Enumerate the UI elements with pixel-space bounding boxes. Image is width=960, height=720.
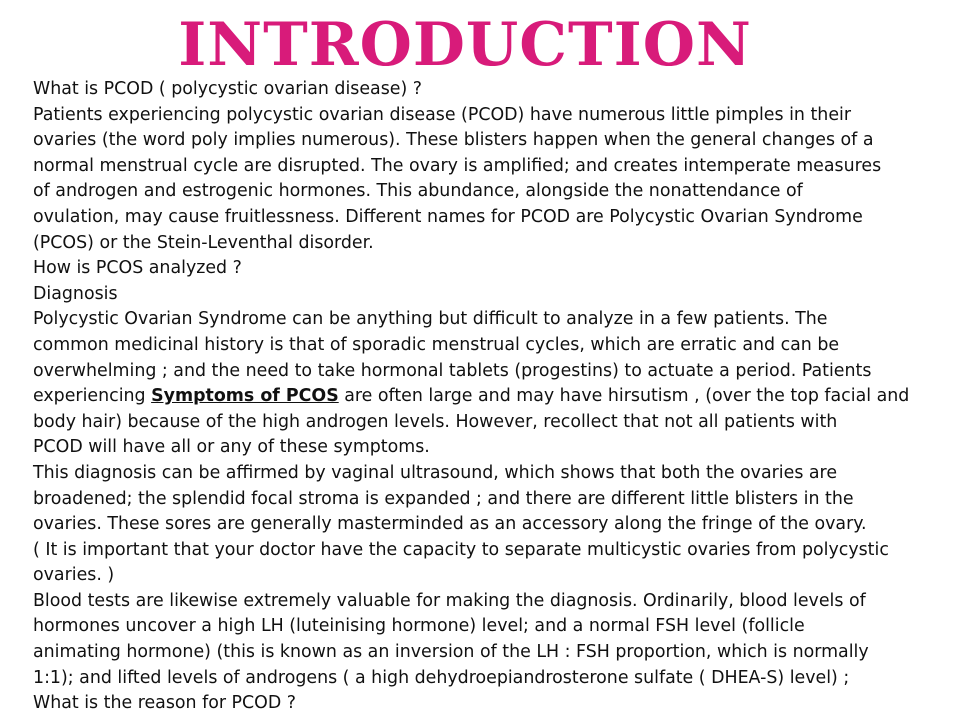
text-line: broadened; the splendid focal stroma is expanded ; and there are different little blisters in the (33, 488, 854, 509)
text-line: common medicinal history is that of sporadic menstrual cycles, which are erratic and can be (33, 334, 840, 355)
text-line: normal menstrual cycle are disrupted. The ovary is amplified; and creates intemperate measures (33, 155, 882, 176)
text-line: What is the reason for PCOD ? (33, 693, 296, 714)
text-line: Patients experiencing polycystic ovarian disease (PCOD) have numerous little pimples in their (33, 104, 851, 125)
text-line: (PCOS) or the Stein-Leventhal disorder. (33, 232, 374, 253)
link-line-before: experiencing (33, 386, 152, 407)
text-line: animating hormone) (this is known as an inversion of the LH : FSH proportion, which is normally (33, 642, 869, 663)
text-line: PCOD will have all or any of these symptoms. (33, 437, 430, 458)
page-title: INTRODUCTION (178, 10, 752, 80)
text-line: ( It is important that your doctor have the capacity to separate multicystic ovaries from polycystic (33, 539, 889, 560)
symptoms-of-pcos-link[interactable]: Symptoms of PCOS (151, 386, 339, 407)
text-line: What is PCOD ( polycystic ovarian disease) ? (33, 79, 423, 99)
text-line: body hair) because of the high androgen levels. However, recollect that not all patients with (33, 411, 838, 432)
link-line-after: are often large and may have hirsutism , (over the top facial and (338, 386, 910, 407)
text-line: ovaries. These sores are generally masterminded as an accessory along the fringe of the ovary. (33, 514, 867, 535)
text-line: This diagnosis can be affirmed by vaginal ultrasound, which shows that both the ovaries are (33, 462, 838, 483)
text-line: overwhelming ; and the need to take hormonal tablets (progestins) to actuate a period. Patients (33, 360, 872, 381)
text-line: ovaries (the word poly implies numerous). These blisters happen when the general changes of a (33, 130, 874, 151)
text-line: Polycystic Ovarian Syndrome can be anything but difficult to analyze in a few patients. The (33, 309, 828, 330)
text-line-with-link (33, 384, 933, 410)
text-line: hormones uncover a high LH (luteinising hormone) level; and a normal FSH level (follicle (33, 616, 805, 637)
text-line: ovulation, may cause fruitlessness. Different names for PCOD are Polycystic Ovarian Syndrome (33, 206, 863, 227)
text-line: of androgen and estrogenic hormones. This abundance, alongside the nonattendance of (33, 181, 803, 202)
text-line: Diagnosis (33, 283, 118, 304)
text-line: 1:1); and lifted levels of androgens ( a high dehydroepiandrosterone sulfate ( DHEA-S) level) ; (33, 667, 850, 688)
body-text (33, 77, 933, 717)
text-line: ovaries. ) (33, 565, 115, 586)
text-line: How is PCOS analyzed ? (33, 258, 242, 279)
text-line: Blood tests are likewise extremely valuable for making the diagnosis. Ordinarily, blood levels of (33, 590, 866, 611)
